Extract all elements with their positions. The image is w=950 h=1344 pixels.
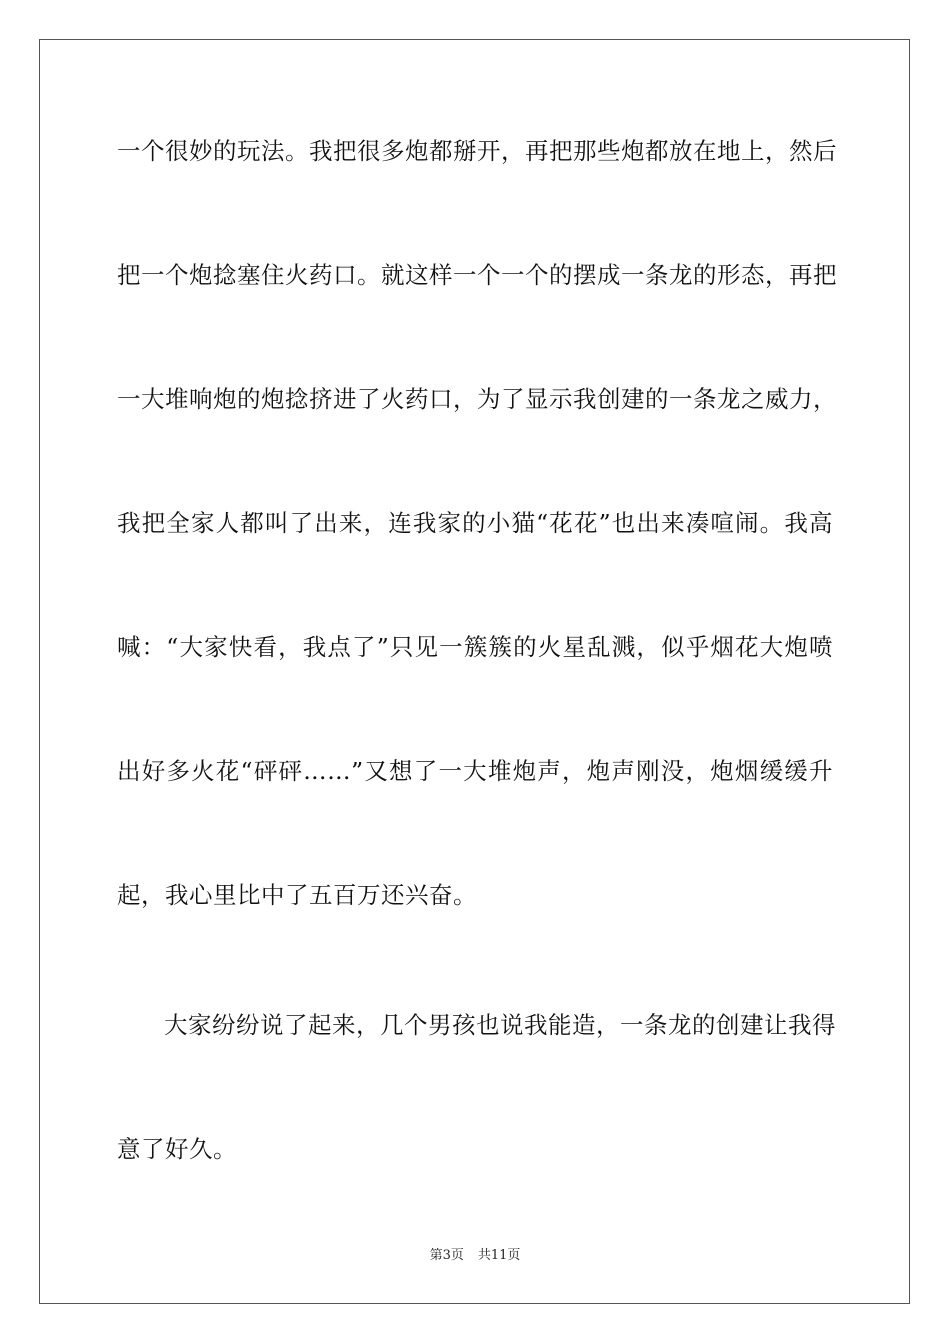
page-total: 共11页 (477, 1248, 521, 1263)
paragraph-line-5: 喊：“大家快看，我点了”只见一簇簇的火星乱溅，似乎烟花大炮喷 (117, 633, 833, 661)
page-border (39, 39, 910, 1304)
paragraph-line-2: 把一个炮捻塞住火药口。就这样一个一个的摆成一条龙的形态，再把 (117, 261, 837, 289)
paragraph-2-line-2: 意了好久。 (117, 1135, 237, 1163)
page-number: 第3页 (429, 1248, 464, 1263)
paragraph-line-4: 我把全家人都叫了出来，连我家的小猫“花花”也出来凑喧闹。我高 (117, 509, 833, 537)
paragraph-line-6: 出好多火花“砰砰……”又想了一大堆炮声，炮声刚没，炮烟缓缓升 (117, 757, 833, 785)
paragraph-line-1: 一个很妙的玩法。我把很多炮都掰开，再把那些炮都放在地上，然后 (117, 137, 837, 165)
page-footer (0, 1247, 950, 1265)
paragraph-line-7: 起，我心里比中了五百万还兴奋。 (117, 881, 477, 909)
paragraph-line-3: 一大堆响炮的炮捻挤进了火药口，为了显示我创建的一条龙之威力， (117, 385, 837, 413)
paragraph-2-line-1: 大家纷纷说了起来，几个男孩也说我能造，一条龙的创建让我得 (164, 1011, 836, 1039)
